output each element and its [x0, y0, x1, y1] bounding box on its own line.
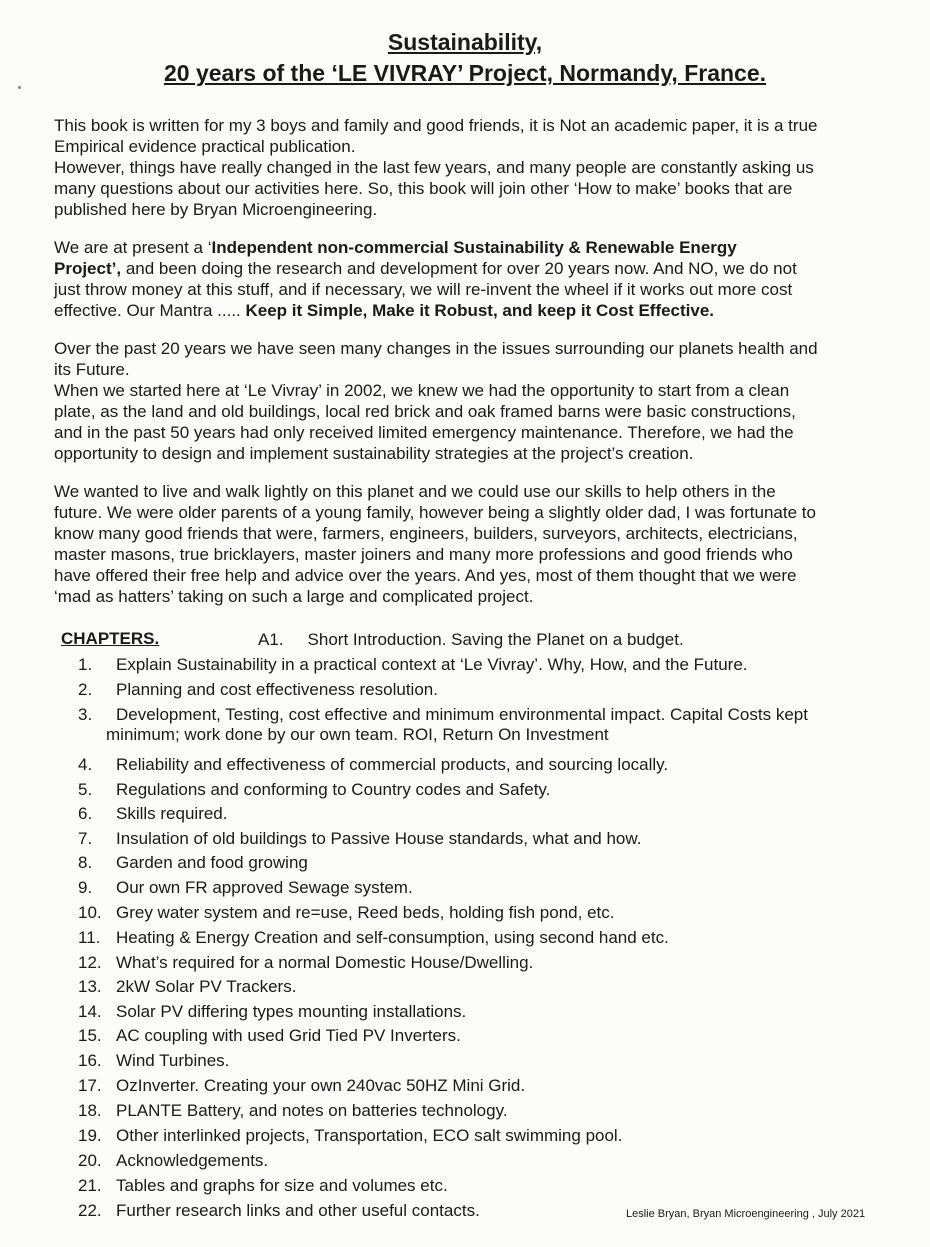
text-line: have offered their free help and advice over the years. And yes, most of them thought that we were: [54, 566, 797, 585]
chapter-item: [78, 680, 918, 700]
text-line: published here by Bryan Microengineering.: [54, 200, 378, 219]
chapter-item: [78, 1076, 918, 1096]
text-line: [54, 237, 910, 258]
chapter-title: Planning and cost effectiveness resolution.: [116, 680, 438, 699]
text-line: just throw money at this stuff, and if necessary, we will re-invent the wheel if it works out more cost: [54, 280, 793, 299]
chapter-number: 10.: [78, 903, 102, 922]
chapter-title: Regulations and conforming to Country codes and Safety.: [116, 780, 551, 799]
page-title-line-1: Sustainability,: [387, 29, 543, 55]
chapter-title: Heating & Energy Creation and self-consumption, using second hand etc.: [116, 928, 669, 947]
paragraph-history: [54, 338, 910, 464]
chapter-item: [78, 903, 918, 923]
page-title-line-2: 20 years of the ‘LE VIVRAY’ Project, Normandy, France.: [163, 60, 767, 86]
chapter-title-continued: minimum; work done by our own team. ROI, Return On Investment: [106, 725, 609, 744]
chapter-item: [78, 953, 918, 973]
chapter-item: [78, 977, 918, 997]
chapter-number: 7.: [78, 829, 93, 848]
chapter-item: [78, 1002, 918, 1022]
chapter-number: 4.: [78, 755, 93, 774]
chapter-title: Tables and graphs for size and volumes etc.: [116, 1176, 448, 1195]
text-run: effective. Our Mantra .....: [54, 301, 246, 320]
text-line: master masons, true bricklayers, master joiners and many more professions and good friends who: [54, 545, 793, 564]
chapter-number: 14.: [78, 1002, 102, 1021]
text-line: Empirical evidence practical publication.: [54, 137, 356, 156]
chapter-title: Reliability and effectiveness of commercial products, and sourcing locally.: [116, 755, 669, 774]
chapter-title: Further research links and other useful contacts.: [116, 1201, 480, 1220]
text-line: [54, 258, 910, 279]
chapter-title: Skills required.: [116, 804, 228, 823]
paragraph-motivation: [54, 481, 910, 607]
chapter-item: [78, 655, 918, 675]
chapter-intro: [258, 630, 684, 650]
chapter-number: 6.: [78, 804, 93, 823]
text-run: We are at present a ‘: [54, 238, 212, 257]
project-name-bold-end: Project’,: [54, 259, 122, 278]
chapter-title: 2kW Solar PV Trackers.: [116, 977, 297, 996]
chapter-item: [78, 755, 918, 775]
chapter-number: 11.: [78, 928, 101, 947]
chapter-number: 5.: [78, 780, 93, 799]
chapter-item: [78, 928, 918, 948]
chapter-title: Solar PV differing types mounting installations.: [116, 1002, 467, 1021]
chapter-item: [78, 1126, 918, 1146]
chapter-title: AC coupling with used Grid Tied PV Inverters.: [116, 1026, 461, 1045]
chapter-intro-code: A1.: [258, 630, 284, 649]
chapter-number: 1.: [78, 655, 93, 674]
mantra-bold: Keep it Simple, Make it Robust, and keep it Cost Effective.: [245, 301, 715, 320]
chapter-item: [78, 1101, 918, 1121]
chapter-number: 20.: [78, 1151, 102, 1170]
chapter-title: Our own FR approved Sewage system.: [116, 878, 413, 897]
paragraph-project: [54, 237, 910, 321]
chapter-item: [78, 829, 918, 849]
chapter-number: 15.: [78, 1026, 102, 1045]
chapter-item: [78, 780, 918, 800]
chapter-number: 2.: [78, 680, 93, 699]
text-line: [54, 300, 910, 321]
chapter-title: Grey water system and re=use, Reed beds, holding fish pond, etc.: [116, 903, 615, 922]
chapter-item: [78, 804, 918, 824]
chapter-item: [78, 1176, 918, 1196]
text-line: know many good friends that were, farmers, engineers, builders, surveyors, architects, electricians,: [54, 524, 798, 543]
chapter-title: Other interlinked projects, Transportation, ECO salt swimming pool.: [116, 1126, 623, 1145]
text-line: many questions about our activities here. So, this book will join other ‘How to make’ books that are: [54, 179, 793, 198]
chapter-title: Wind Turbines.: [116, 1051, 230, 1070]
chapter-item: [78, 1051, 918, 1071]
chapter-title: Garden and food growing: [116, 853, 308, 872]
text-line: We wanted to live and walk lightly on this planet and we could use our skills to help others in the: [54, 482, 776, 501]
chapters-heading: CHAPTERS.: [61, 629, 160, 648]
chapter-title: Explain Sustainability in a practical context at ‘Le Vivray’. Why, How, and the Future.: [116, 655, 748, 674]
text-line: plate, as the land and old buildings, local red brick and oak framed barns were basic constructions,: [54, 402, 796, 421]
chapter-number: 3.: [78, 705, 93, 724]
chapter-intro-text: Short Introduction. Saving the Planet on a budget.: [307, 630, 684, 649]
chapter-item: [78, 853, 918, 873]
chapter-number: 12.: [78, 953, 102, 972]
chapter-number: 9.: [78, 878, 93, 897]
text-line: and in the past 50 years had only received limited emergency maintenance. Therefore, we had the: [54, 423, 794, 442]
chapter-title: OzInverter. Creating your own 240vac 50HZ Mini Grid.: [116, 1076, 526, 1095]
text-line: However, things have really changed in the last few years, and many people are constantly asking us: [54, 158, 814, 177]
text-line: future. We were older parents of a young family, however being a slightly older dad, I was fortunate to: [54, 503, 816, 522]
text-line: This book is written for my 3 boys and family and good friends, it is Not an academic paper, it is a true: [54, 116, 818, 135]
chapter-title: Acknowledgements.: [116, 1151, 269, 1170]
chapter-number: 16.: [78, 1051, 102, 1070]
chapter-number: 17.: [78, 1076, 102, 1095]
chapter-title: Insulation of old buildings to Passive House standards, what and how.: [116, 829, 642, 848]
project-name-bold: Independent non-commercial Sustainability & Renewable Energy: [211, 238, 737, 257]
chapter-title: Development, Testing, cost effective and minimum environmental impact. Capital Costs kept: [116, 705, 808, 724]
text-line: ‘mad as hatters’ taking on such a large and complicated project.: [54, 587, 534, 606]
chapter-title: PLANTE Battery, and notes on batteries technology.: [116, 1101, 508, 1120]
chapter-item: [78, 878, 918, 898]
chapter-number: 22.: [78, 1201, 102, 1220]
chapter-title: What’s required for a normal Domestic House/Dwelling.: [116, 953, 534, 972]
chapter-number: 19.: [78, 1126, 102, 1145]
text-line: its Future.: [54, 360, 130, 379]
text-line: Over the past 20 years we have seen many changes in the issues surrounding our planets health and: [54, 339, 818, 358]
chapter-number: 18.: [78, 1101, 102, 1120]
author-footer: Leslie Bryan, Bryan Microengineering , July 2021: [626, 1208, 866, 1220]
paragraph-intro: [54, 115, 910, 220]
text-line: opportunity to design and implement sustainability strategies at the project’s creation.: [54, 444, 694, 463]
chapter-item: [78, 1026, 918, 1046]
text-line: When we started here at ‘Le Vivray’ in 2002, we knew we had the opportunity to start from a clean: [54, 381, 790, 400]
chapter-number: 8.: [78, 853, 93, 872]
chapter-number: 13.: [78, 977, 102, 996]
chapter-number: 21.: [78, 1176, 102, 1195]
text-run: and been doing the research and development for over 20 years now. And NO, we do not: [121, 259, 797, 278]
chapter-item: [78, 705, 918, 745]
chapter-item: [78, 1151, 918, 1171]
